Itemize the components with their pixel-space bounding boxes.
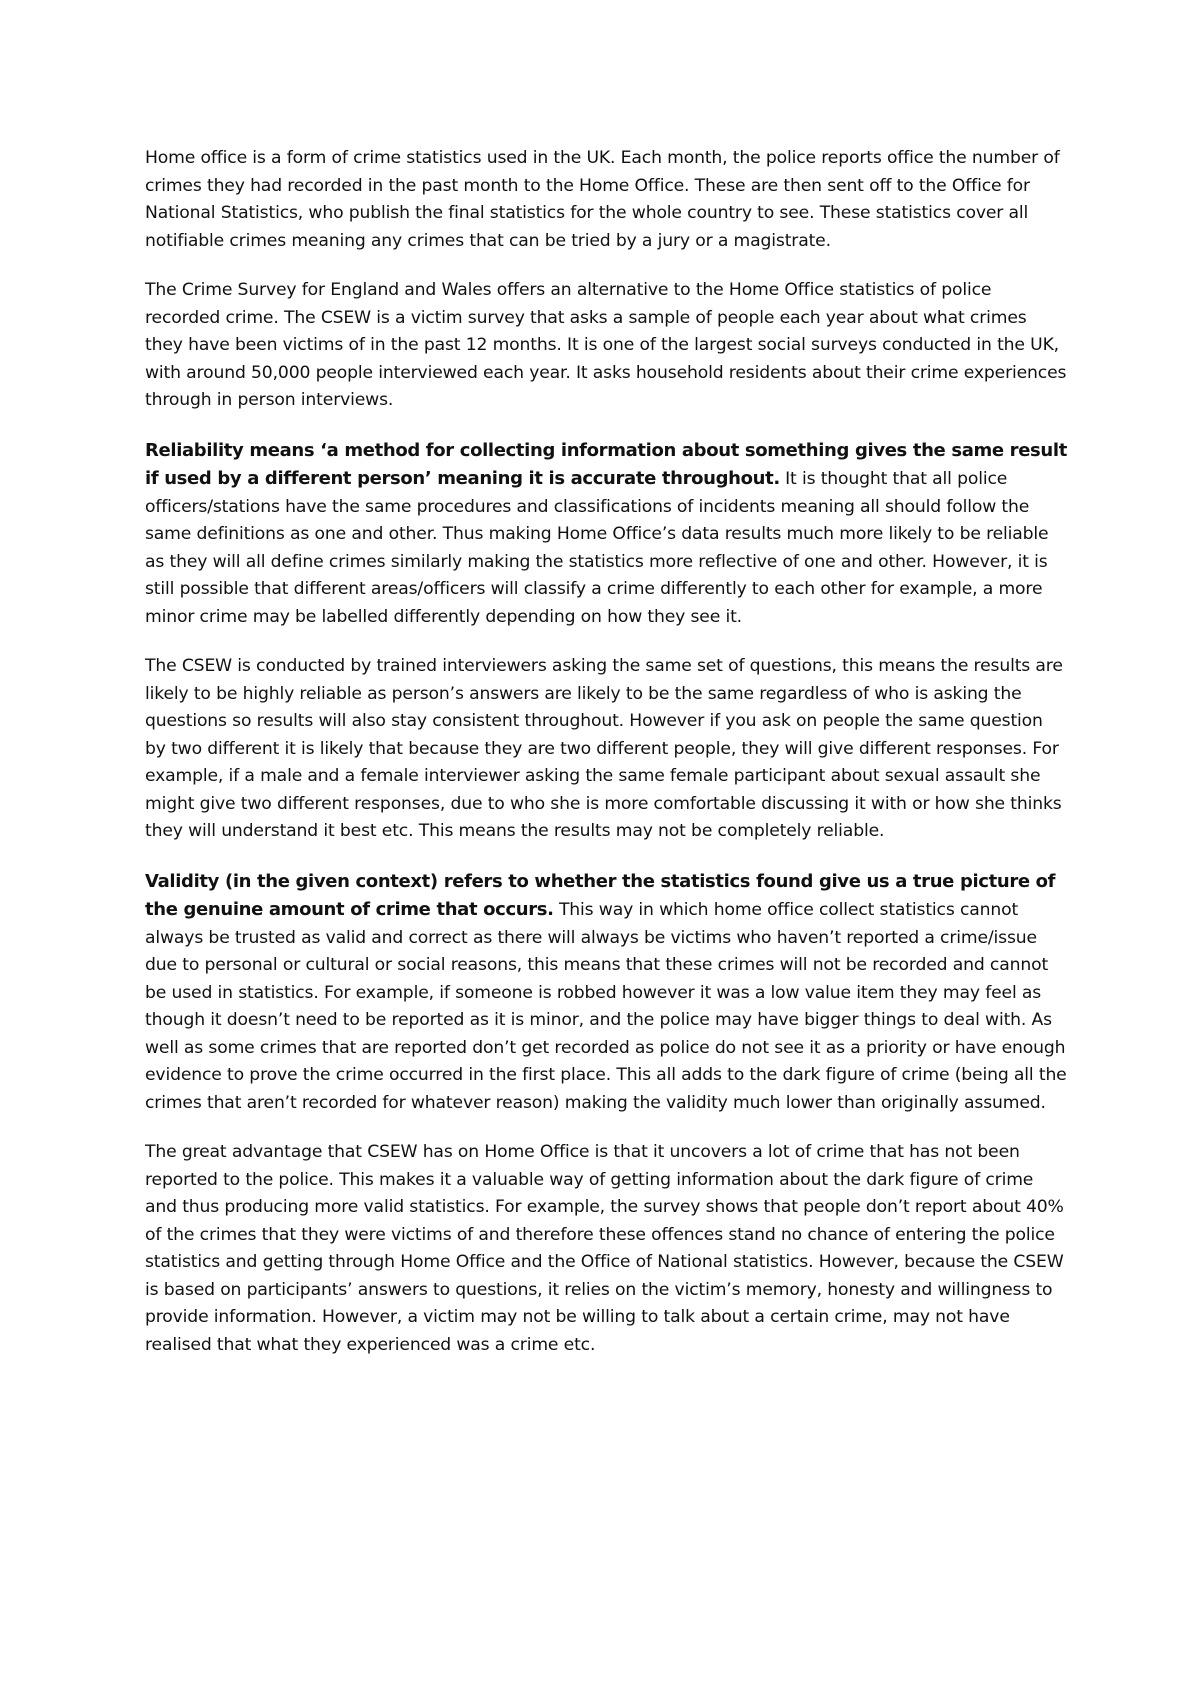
paragraph-validity-home-office xyxy=(145,868,1067,1118)
paragraph-text: The great advantage that CSEW has on Home Office is that it uncovers a lot of crime that has not been reported to the police. This makes it a valuable way of getting information about the dark figure of crime and thus producing more valid statistics. For example, the survey shows that people don’t report about 40% of the crimes that they were victims of and therefore these offences stand no chance of entering the police statistics and getting through Home Office and the Office of National statistics. However, because the CSEW is based on participants’ answers to questions, it relies on the victim’s memory, honesty and willingness to provide information. However, a victim may not be willing to talk about a certain crime, may not have realised that what they experienced was a crime etc. xyxy=(145,1142,1064,1355)
reliability-definition: Reliability means ‘a method for collecting information about something gives the same result if used by a different person’ meaning it is accurate throughout. xyxy=(145,439,1067,489)
paragraph-text: The Crime Survey for England and Wales offers an alternative to the Home Office statistics of police recorded crime. The CSEW is a victim survey that asks a sample of people each year about what crimes they have been victims of in the past 12 months. It is one of the largest social surveys conducted in the UK, with around 50,000 people interviewed each year. It asks household residents about their crime experiences through in person interviews. xyxy=(145,280,1067,410)
paragraph-text: The CSEW is conducted by trained interviewers asking the same set of questions, this means the results are likely to be highly reliable as person’s answers are likely to be the same regardless of who is asking the questions so results will also stay consistent throughout. However if you ask on people the same question by two different it is likely that because they are two different people, they will give different responses. For example, if a male and a female interviewer asking the same female participant about sexual assault she might give two different responses, due to who she is more comfortable discussing it with or how she thinks they will understand it best etc. This means the results may not be completely reliable. xyxy=(145,656,1063,841)
document-body xyxy=(145,145,1067,1381)
paragraph-text: This way in which home office collect statistics cannot always be trusted as valid and correct as there will always be victims who haven’t reported a crime/issue due to personal or cultural or social reasons, this means that these crimes will not be recorded and cannot be used in statistics. For example, if someone is robbed however it was a low value item they may feel as though it doesn’t need to be reported as it is minor, and the police may have bigger things to deal with. As well as some crimes that are reported don’t get recorded as police do not see it as a priority or have enough evidence to prove the crime occurred in the first place. This all adds to the dark figure of crime (being all the crimes that aren’t recorded for whatever reason) making the validity much lower than originally assumed. xyxy=(145,900,1067,1113)
paragraph-text: It is thought that all police officers/stations have the same procedures and classifications of incidents meaning all should follow the same definitions as one and other. Thus making Home Office’s data results much more likely to be reliable as they will all define crimes similarly making the statistics more reflective of one and other. However, it is still possible that different areas/officers will classify a crime differently to each other for example, a more minor crime may be labelled differently depending on how they see it. xyxy=(145,469,1049,627)
paragraph-text: Home office is a form of crime statistics used in the UK. Each month, the police reports office the number of crimes they had recorded in the past month to the Home Office. These are then sent off to the Office for National Statistics, who publish the final statistics for the whole country to see. These statistics cover all notifiable crimes meaning any crimes that can be tried by a jury or a magistrate. xyxy=(145,148,1060,251)
paragraph-csew-intro xyxy=(145,277,1067,415)
paragraph-reliability-home-office xyxy=(145,437,1067,632)
validity-definition: Validity (in the given context) refers to whether the statistics found give us a true picture of the genuine amount of crime that occurs. xyxy=(145,870,1056,920)
paragraph-validity-csew xyxy=(145,1139,1067,1359)
paragraph-reliability-csew xyxy=(145,653,1067,846)
paragraph-home-office-intro xyxy=(145,145,1067,255)
